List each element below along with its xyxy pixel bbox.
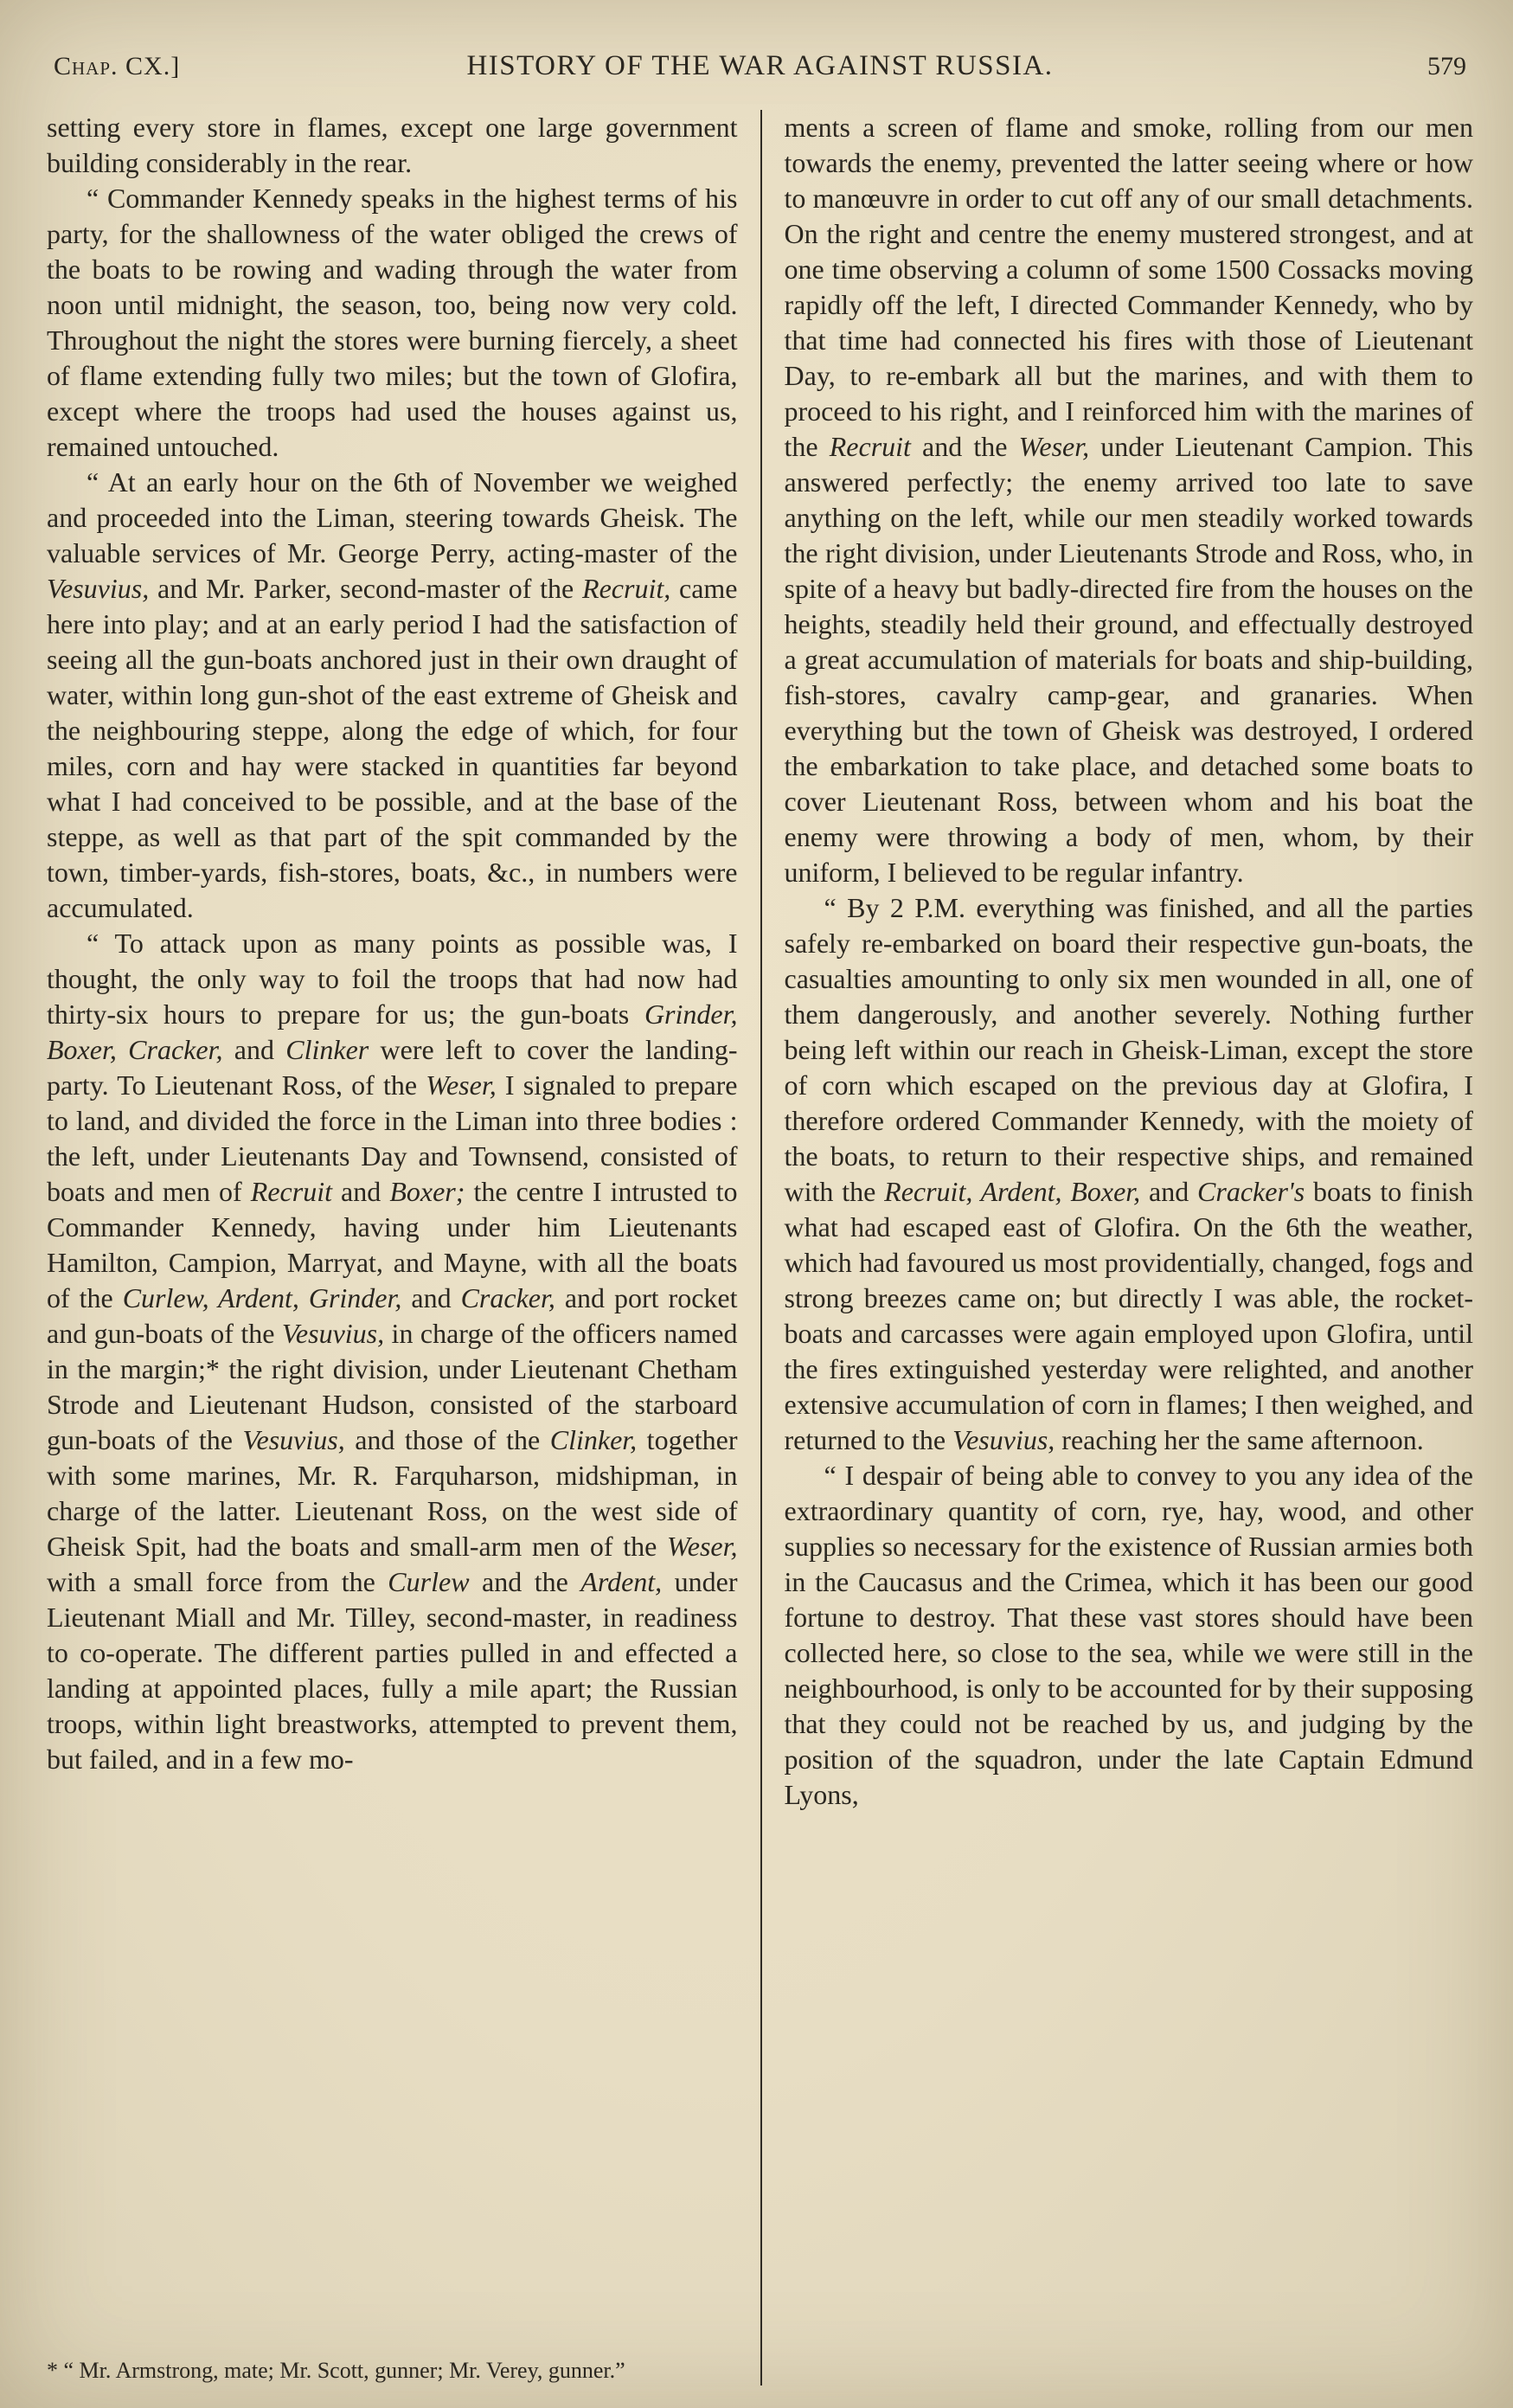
text-columns [47,110,1473,2386]
ship-name-italic: Clinker, [549,1424,638,1455]
paragraph: “ Commander Kennedy speaks in the highest terms of his party, for the shallowness of the water obliged the crews of the boats to be rowing and wading through the water from noon until midnight, the season, too, being now very cold. Throughout the night the stores were burning fiercely, a sheet of flame extending fully two miles; but the town of Glofira, except where the troops had used the houses against us, remained untouched. [47,183,738,462]
ship-name-italic: Grinder, Boxer, Cracker, [47,999,738,1065]
paragraph: “ By 2 P.M. everything was finished, and all the parties safely re-embarked on board their respective gun-boats, the casualties amounting to only six men wounded in all, one of them dangerously, and another severely. Nothing further being left within our reach in Gheisk-Liman, except the store of corn which escaped on the previous day at Glofira, I therefore ordered Commander Kennedy, with the moiety of the boats, to return to their respective ships, and remained with the Recruit, Ardent, Boxer, and Cracker's boats to finish what had escaped east of Glofira. On the 6th the weather, which had favoured us most providentially, changed, fogs and strong breezes came on; but directly I was able, the rocket-boats and carcasses were again employed upon Glofira, until the fires extinguished yesterday were relighted, and another extensive accumulation of corn in flames; I then weighed, and returned to the Vesuvius, reaching her the same afternoon. [784,892,1473,1455]
ship-name-italic: Boxer; [389,1176,465,1207]
right-column-paragraphs [785,110,1474,1813]
ship-name-italic: Ardent, [580,1566,663,1597]
page-header [54,50,1466,82]
paragraph: setting every store in flames, except one large government building considerably in the rear. [47,112,738,178]
left-column-paragraphs [47,110,738,1777]
ship-name-italic: Recruit [829,431,911,462]
right-column [760,110,1474,2386]
ship-name-italic: Cracker, [460,1282,555,1313]
paragraph: “ To attack upon as many points as possible was, I thought, the only way to foil the troops that had now had thirty-six hours to prepare for us; the gun-boats Grinder, Boxer, Cracker, and Clinker were left to cover the landing-party. To Lieutenant Ross, of the Weser, I signaled to prepare to land, and divided the force in the Liman into three bodies : the left, under Lieutenants Day and Townsend, consisted of boats and men of Recruit and Boxer; the centre I intrusted to Commander Kennedy, having under him Lieutenants Hamilton, Campion, Marryat, and Mayne, with all the boats of the Curlew, Ardent, Grinder, and Cracker, and port rocket and gun-boats of the Vesuvius, in charge of the officers named in the margin;* the right division, under Lieutenant Chetham Strode and Lieutenant Hudson, consisted of the starboard gun-boats of the Vesuvius, and those of the Clinker, together with some marines, Mr. R. Farquharson, midshipman, in charge of the latter. Lieutenant Ross, on the west side of Gheisk Spit, had the boats and small-arm men of the Weser, with a small force from the Curlew and the Ardent, under Lieutenant Miall and Mr. Tilley, second-master, in readiness to co-operate. The different parties pulled in and effected a landing at appointed places, fully a mile apart; the Russian troops, within light breastworks, attempted to prevent them, but failed, and in a few mo- [47,928,738,1775]
ship-name-italic: Weser, [1018,431,1090,462]
ship-name-italic: Weser, [426,1069,497,1101]
ship-name-italic: Recruit [250,1176,332,1207]
ship-name-italic: Curlew [388,1566,470,1597]
page-number: 579 [1427,52,1466,80]
ship-name-italic: Recruit, Ardent, Boxer, [884,1176,1141,1207]
ship-name-italic: Curlew, Ardent, Grinder, [122,1282,402,1313]
ship-name-italic: Cracker's [1197,1176,1305,1207]
ship-name-italic: Clinker [285,1034,369,1065]
ship-name-italic: Recruit, [582,573,671,604]
ship-name-italic: Vesuvius, [242,1424,345,1455]
running-title: HISTORY OF THE WAR AGAINST RUSSIA. [466,50,1054,81]
ship-name-italic: Vesuvius, [47,573,150,604]
chapter-label: Chap. CX.] [54,52,181,80]
paragraph: “ At an early hour on the 6th of November we weighed and proceeded into the Liman, steering towards Gheisk. The valuable services of Mr. George Perry, acting-master of the Vesuvius, and Mr. Parker, second-master of the Recruit, came here into play; and at an early period I had the satisfaction of seeing all the gun-boats anchored just in their own draught of water, within long gun-shot of the east extreme of Gheisk and the neighbouring steppe, along the edge of which, for four miles, corn and hay were stacked in quantities far beyond what I had conceived to be possible, and at the base of the steppe, as well as that part of the spit commanded by the town, timber-yards, fish-stores, boats, &c., in numbers were accumulated. [47,466,738,923]
ship-name-italic: Vesuvius, [952,1424,1055,1455]
ship-name-italic: Vesuvius, [281,1318,385,1349]
ship-name-italic: Weser, [667,1531,738,1562]
footnote: * “ Mr. Armstrong, mate; Mr. Scott, gunner; Mr. Verey, gunner.” [47,2358,625,2383]
column-divider [760,110,762,2386]
paragraph: “ I despair of being able to convey to you any idea of the extraordinary quantity of corn, rye, hay, wood, and other supplies so necessary for the existence of Russian armies both in the Caucasus and the Crimea, which it has been our good fortune to destroy. That these vast stores should have been collected here, so close to the sea, while we were still in the neighbourhood, is only to be accounted for by their supposing that they could not be reached by us, and judging by the position of the squadron, under the late Captain Edmund Lyons, [784,1460,1473,1810]
left-column [47,110,760,2386]
paragraph: ments a screen of flame and smoke, rolling from our men towards the enemy, prevented the latter seeing where or how to manœuvre in order to cut off any of our small detachments. On the right and centre the enemy mustered strongest, and at one time observing a column of some 1500 Cossacks moving rapidly off the left, I directed Commander Kennedy, who by that time had connected his fires with those of Lieutenant Day, to re-embark all but the marines, and with them to proceed to his right, and I reinforced him with the marines of the Recruit and the Weser, under Lieutenant Campion. This answered perfectly; the enemy arrived too late to save anything on the left, while our men steadily worked towards the right division, under Lieutenants Strode and Ross, who, in spite of a heavy but badly-directed fire from the houses on the heights, steadily held their ground, and effectually destroyed a great accumulation of materials for boats and ship-building, fish-stores, cavalry camp-gear, and granaries. When everything but the town of Gheisk was destroyed, I ordered the embarkation to take place, and detached some boats to cover Lieutenant Ross, between whom and his boat the enemy were throwing a body of men, whom, by their uniform, I believed to be regular infantry. [784,112,1473,888]
